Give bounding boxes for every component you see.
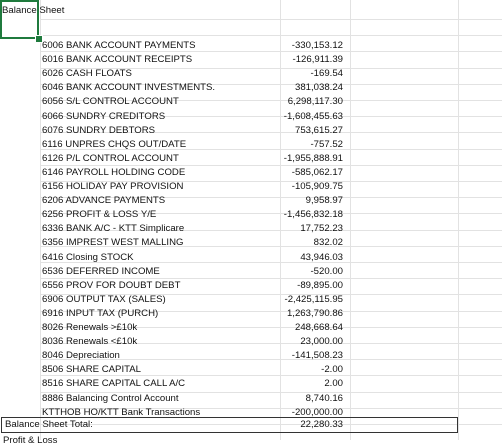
row-value[interactable]: 43,946.03 <box>300 252 343 263</box>
row-label[interactable]: 6116 UNPRES CHQS OUT/DATE <box>42 139 187 150</box>
row-value[interactable]: 9,958.97 <box>305 195 343 206</box>
gridline-horizontal <box>40 19 502 20</box>
row-value[interactable]: 6,298,117.30 <box>287 96 343 107</box>
row-label[interactable]: 6536 DEFERRED INCOME <box>42 266 160 277</box>
row-label[interactable]: 6336 BANK A/C - KTT Simplicare <box>42 223 185 234</box>
gridline-horizontal <box>40 35 502 36</box>
row-value[interactable]: 23,000.00 <box>300 336 343 347</box>
row-label[interactable]: 6146 PAYROLL HOLDING CODE <box>42 167 186 178</box>
row-value[interactable]: -89,895.00 <box>297 280 343 291</box>
row-value[interactable]: -1,955,888.91 <box>283 153 343 164</box>
row-label[interactable]: 6416 Closing STOCK <box>42 252 134 263</box>
row-value[interactable]: 8,740.16 <box>305 393 343 404</box>
row-value[interactable]: -1,608,455.63 <box>283 111 343 122</box>
gridline-vertical <box>458 0 459 440</box>
row-value[interactable]: 1,263,790.86 <box>286 308 343 319</box>
row-value[interactable]: -126,911.39 <box>292 54 343 65</box>
row-label[interactable]: 8026 Renewals >£10k <box>42 322 138 333</box>
row-label[interactable]: 6006 BANK ACCOUNT PAYMENTS <box>42 40 196 51</box>
row-value[interactable]: -2.00 <box>321 364 343 375</box>
row-label[interactable]: 6046 BANK ACCOUNT INVESTMENTS. <box>42 82 216 93</box>
row-label[interactable]: 8036 Renewals <£10k <box>42 336 138 347</box>
row-label[interactable]: 6026 CASH FLOATS <box>42 68 132 79</box>
row-value[interactable]: 248,668.64 <box>294 322 343 333</box>
row-value[interactable]: -169.54 <box>310 68 343 79</box>
row-value[interactable]: 2.00 <box>324 378 343 389</box>
row-label[interactable]: 6056 S/L CONTROL ACCOUNT <box>42 96 179 107</box>
row-label[interactable]: 8886 Balancing Control Account <box>42 393 179 404</box>
balance-sheet-title[interactable]: Balance Sheet <box>2 5 65 16</box>
row-label[interactable]: 6076 SUNDRY DEBTORS <box>42 125 156 136</box>
gridline-vertical <box>40 0 41 440</box>
row-label[interactable]: 6156 HOLIDAY PAY PROVISION <box>42 181 184 192</box>
row-value[interactable]: -141,508.23 <box>291 350 343 361</box>
row-value[interactable]: -330,153.12 <box>291 40 343 51</box>
total-value[interactable]: 22,280.33 <box>300 419 343 430</box>
row-label[interactable]: 6356 IMPREST WEST MALLING <box>42 237 184 248</box>
row-value[interactable]: -757.52 <box>310 139 343 150</box>
row-value[interactable]: 832.02 <box>313 237 343 248</box>
row-value[interactable]: -2,425,115.95 <box>284 294 343 305</box>
row-value[interactable]: 17,752.23 <box>300 223 343 234</box>
total-label[interactable]: Balance Sheet Total: <box>5 419 93 430</box>
row-label[interactable]: 6066 SUNDRY CREDITORS <box>42 111 166 122</box>
row-label[interactable]: 6256 PROFIT & LOSS Y/E <box>42 209 157 220</box>
row-label[interactable]: 8516 SHARE CAPITAL CALL A/C <box>42 378 186 389</box>
row-value[interactable]: -1,456,832.18 <box>283 209 343 220</box>
row-value[interactable]: 381,038.24 <box>294 82 343 93</box>
row-label[interactable]: 6206 ADVANCE PAYMENTS <box>42 195 166 206</box>
row-label[interactable]: KTTHOB HO/KTT Bank Transactions <box>42 407 201 418</box>
row-label[interactable]: 6556 PROV FOR DOUBT DEBT <box>42 280 181 291</box>
row-value[interactable]: -585,062.17 <box>291 167 343 178</box>
row-value[interactable]: -105,909.75 <box>291 181 343 192</box>
row-value[interactable]: -200,000.00 <box>291 407 343 418</box>
row-label[interactable]: 6126 P/L CONTROL ACCOUNT <box>42 153 179 164</box>
row-value[interactable]: -520.00 <box>310 266 343 277</box>
row-label[interactable]: 6916 INPUT TAX (PURCH) <box>42 308 159 319</box>
row-label[interactable]: 6016 BANK ACCOUNT RECEIPTS <box>42 54 193 65</box>
row-label[interactable]: 8506 SHARE CAPITAL <box>42 364 142 375</box>
row-label[interactable]: 6906 OUTPUT TAX (SALES) <box>42 294 166 305</box>
gridline-vertical <box>350 0 351 440</box>
row-label[interactable]: 8046 Depreciation <box>42 350 120 361</box>
next-section-label[interactable]: Profit & Loss <box>3 435 58 446</box>
row-value[interactable]: 753,615.27 <box>294 125 343 136</box>
